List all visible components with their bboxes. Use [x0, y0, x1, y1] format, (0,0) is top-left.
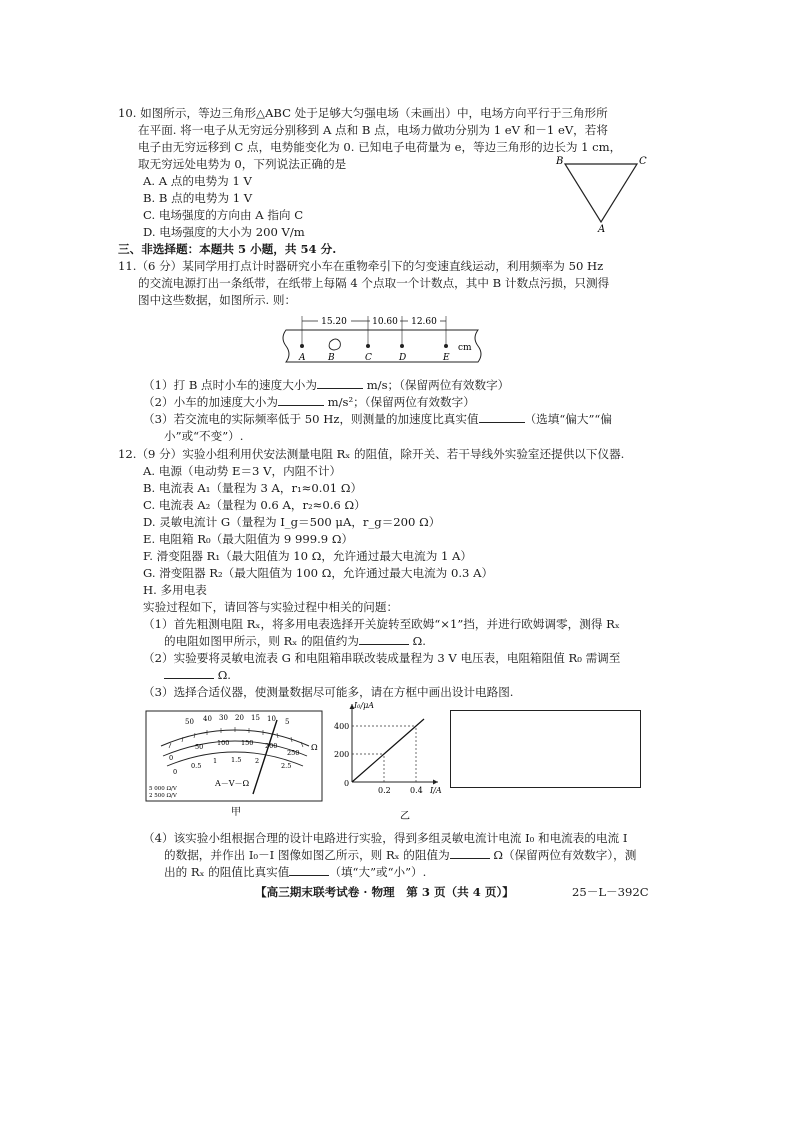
- q12-intro: 实验过程如下，请回答与实验过程中相关的问题：: [143, 600, 399, 614]
- chart-x-tick-label: 0.2: [378, 786, 391, 795]
- q12-sub4-text2: 出的 Rₓ 的阻值比真实值: [164, 865, 290, 879]
- meter-low-tick-4: 1.5: [231, 756, 242, 764]
- chart-x-tick-label: 0.4: [410, 786, 423, 795]
- point-b-smudge: [329, 339, 340, 350]
- meter-low-tick-6: 2.5: [281, 762, 292, 770]
- triangle-abc-diagram: [553, 152, 653, 234]
- q12-sub3: （3）选择合适仪器，使测量数据尽可能多，请在方框中画出设计电路图.: [143, 685, 514, 699]
- q11-sub3: [143, 411, 612, 427]
- q12-sub4-line1: （4）该实验小组根据合理的设计电路进行实验，得到多组灵敏电流计电流 I₀ 和电流表的电流 I: [143, 831, 628, 845]
- q11-answer-blank-2[interactable]: [278, 394, 324, 406]
- point-label-d: D: [399, 353, 407, 363]
- q11-answer-blank-1[interactable]: [317, 377, 363, 389]
- tape-outline: [283, 330, 481, 362]
- point-label-b: B: [328, 353, 335, 363]
- meter-corner-2: 2 500 Ω/V: [149, 793, 177, 799]
- q12-item-a: A. 电源（电动势 E＝3 V，内阻不计）: [143, 464, 342, 478]
- figure-jia-caption: 甲: [231, 807, 241, 818]
- dim-label-1: 15.20: [321, 317, 347, 327]
- multimeter-dial-figure: [145, 708, 325, 820]
- q12-answer-blank-3[interactable]: [450, 847, 490, 859]
- meter-low-tick-3: 1: [213, 757, 218, 765]
- point-d: [400, 344, 404, 348]
- i0-i-chart: [330, 700, 442, 822]
- q12-sub4-text: 的数据，并作出 I₀－I 图像如图乙所示，则 Rₓ 的阻值为: [164, 848, 450, 862]
- q12-item-d: D. 灵敏电流计 G（量程为 I_g＝500 μA，r_g＝200 Ω）: [143, 515, 441, 529]
- q12-sub1-text: 的电阻如图甲所示，则 Rₓ 的阻值约为: [164, 634, 359, 648]
- point-e: [444, 344, 448, 348]
- chart-y-tick-label: 400: [334, 722, 350, 731]
- triangle-shape: [565, 164, 637, 222]
- meter-top-tick-3: 30: [219, 714, 228, 722]
- meter-label: A－V－Ω: [215, 779, 250, 788]
- point-label-a: A: [299, 353, 306, 363]
- circuit-design-box[interactable]: [450, 710, 641, 788]
- footer-page-info: 【高三期末联考试卷 · 物理 第 3 页（共 4 页）】: [255, 885, 514, 899]
- q10-line1: 10. 如图所示，等边三角形△ABC 处于足够大匀强电场（未画出）中，电场方向平行于三角形所: [118, 106, 608, 120]
- meter-top-tick-6: 10: [267, 715, 276, 723]
- q11-sub2: [143, 394, 475, 410]
- q11-sub2-text: （2）小车的加速度大小为: [143, 395, 278, 409]
- point-c: [366, 344, 370, 348]
- meter-corner-1: 5 000 Ω/V: [149, 786, 177, 792]
- chart-origin-label: 0: [344, 779, 350, 788]
- q11-sub3-text: （3）若交流电的实际频率低于 50 Hz，则测量的加速度比真实值: [143, 412, 479, 426]
- meter-low-tick-1: 0: [173, 768, 178, 776]
- q11-sub3-tail: （选填“偏大”“偏: [524, 412, 612, 426]
- chart-x-arrow: [433, 780, 438, 785]
- chart-y-axis-label: I₀/μA: [354, 701, 375, 710]
- meter-mid-tick-3: 100: [217, 739, 230, 747]
- q12-item-h: H. 多用电表: [143, 583, 207, 597]
- chart-x-axis-label: I/A: [430, 786, 442, 795]
- paper-tape-diagram: [278, 312, 493, 370]
- meter-low-tick-2: 0.5: [191, 762, 202, 770]
- q10-option-c: C. 电场强度的方向由 A 指向 C: [143, 208, 304, 222]
- q10-line3: 电子由无穷远移到 C 点，电势能变化为 0. 已知电子电荷量为 e，等边三角形的边长为 1 cm，: [138, 140, 622, 154]
- q12-sub1-line1: （1）首先粗测电阻 Rₓ，将多用电表选择开关旋转至欧姆“×1”挡，并进行欧姆调零，测得 Rₓ: [143, 617, 620, 631]
- point-a: [300, 344, 304, 348]
- footer-code: 25－L－392C: [572, 885, 649, 899]
- q12-item-c: C. 电流表 A₂（量程为 0.6 A，r₂≈0.6 Ω）: [143, 498, 366, 512]
- point-label-c: C: [365, 353, 372, 363]
- q12-sub2-line2: [164, 667, 231, 683]
- q11-sub1-text: （1）打 B 点时小车的速度大小为: [143, 378, 317, 392]
- q11-line3: 图中这些数据，如图所示. 则：: [138, 293, 297, 307]
- triangle-label-c: C: [639, 156, 647, 167]
- q11-line1: 11.（6 分）某同学用打点计时器研究小车在重物牵引下的匀变速直线运动，利用频率为 50 Hz: [118, 259, 604, 273]
- meter-top-tick-7: 5: [285, 718, 290, 726]
- dim-label-3: 12.60: [411, 317, 437, 327]
- tape-unit: cm: [458, 343, 472, 353]
- q10-option-b: B. B 点的电势为 1 V: [143, 191, 253, 205]
- meter-top-tick-2: 40: [203, 715, 212, 723]
- q10-option-d: D. 电场强度的大小为 200 V/m: [143, 225, 305, 239]
- meter-mid-tick-4: 150: [241, 739, 254, 747]
- q10-line4: 取无穷远处电势为 0，下列说法正确的是: [138, 157, 347, 171]
- q12-sub1-unit: Ω.: [412, 634, 426, 648]
- q11-sub1-tail: m/s；（保留两位有效数字）: [366, 378, 510, 392]
- q12-line1: 12.（9 分）实验小组利用伏安法测量电阻 Rₓ 的阻值，除开关、若干导线外实验室还提供以下仪器.: [118, 447, 625, 461]
- q12-sub1-line2: [164, 633, 426, 649]
- q12-sub4-line2: [164, 847, 636, 863]
- q11-sub3-cont: 小”或“不变”）.: [164, 429, 244, 443]
- q11-sub2-tail: m/s²；（保留两位有效数字）: [327, 395, 475, 409]
- chart-y-tick-label: 200: [334, 750, 350, 759]
- figure-yi-caption: 乙: [400, 811, 410, 822]
- q12-item-b: B. 电流表 A₁（量程为 3 A，r₁≈0.01 Ω）: [143, 481, 363, 495]
- triangle-label-a: A: [598, 224, 606, 234]
- q10-option-a: A. A 点的电势为 1 V: [143, 174, 252, 188]
- q12-item-e: E. 电阻箱 R₀（最大阻值为 9 999.9 Ω）: [143, 532, 354, 546]
- dim-label-2: 10.60: [372, 317, 398, 327]
- q12-item-g: G. 滑变阻器 R₂（最大阻值为 100 Ω，允许通过最大电流为 0.3 A）: [143, 566, 494, 580]
- triangle-label-b: B: [556, 156, 564, 167]
- q12-sub2-line1: （2）实验要将灵敏电流表 G 和电阻箱串联改装成量程为 3 V 电压表，电阻箱阻值 R₀ 需调至: [143, 651, 621, 665]
- q11-line2: 的交流电源打出一条纸带，在纸带上每隔 4 个点取一个计数点，其中 B 计数点污损，只测得: [138, 276, 610, 290]
- meter-omega-mark: Ω: [311, 743, 318, 752]
- q11-answer-blank-3[interactable]: [479, 411, 525, 423]
- q12-item-f: F. 滑变阻器 R₁（最大阻值为 10 Ω，允许通过最大电流为 1 A）: [143, 549, 472, 563]
- meter-top-tick-1: 50: [185, 718, 194, 726]
- meter-mid-tick-2: 50: [195, 743, 204, 751]
- meter-top-tick-5: 15: [251, 714, 260, 722]
- q12-answer-blank-2[interactable]: [164, 667, 214, 679]
- meter-mid-tick-5: 200: [265, 742, 278, 750]
- meter-mid-tick-1: 0: [169, 754, 174, 762]
- section-3-heading: 三、非选择题：本题共 5 小题，共 54 分.: [118, 242, 337, 256]
- chart-series-line: [352, 719, 424, 782]
- meter-mid-tick-6: 250: [287, 749, 300, 757]
- q12-sub2-unit: Ω.: [217, 668, 231, 682]
- q12-sub4-line3: [164, 864, 426, 880]
- q12-answer-blank-4[interactable]: [289, 864, 329, 876]
- point-label-e: E: [443, 353, 450, 363]
- q12-sub4-tail: Ω（保留两位有效数字），测: [493, 848, 637, 862]
- meter-low-tick-5: 2: [255, 757, 260, 765]
- q12-answer-blank-1[interactable]: [359, 633, 409, 645]
- q11-sub1: [143, 377, 509, 393]
- meter-top-tick-4: 20: [235, 714, 244, 722]
- chart-layer: [334, 701, 442, 795]
- q10-line2: 在平面. 将一电子从无穷远分别移到 A 点和 B 点，电场力做功分别为 1 eV 和－1 eV，若将: [138, 123, 608, 137]
- q12-sub4-tail2: （填“大”或“小”）.: [329, 865, 427, 879]
